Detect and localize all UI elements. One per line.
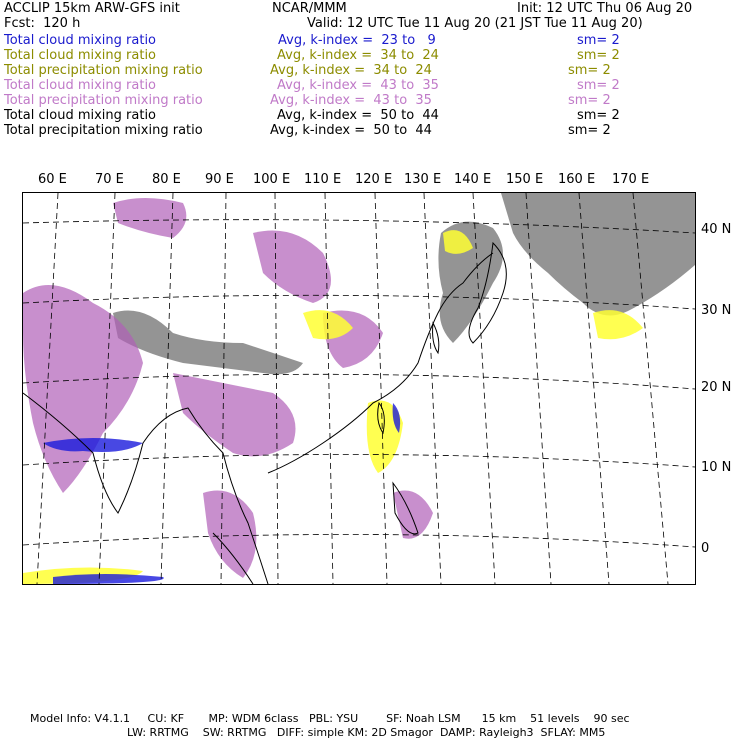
field-7-name: Total precipitation mixing ratio (4, 123, 203, 138)
field-1-name: Total cloud mixing ratio (4, 33, 157, 48)
forecast-map (22, 192, 696, 585)
field-5-sm: sm= 2 (568, 93, 611, 108)
map-canvas (23, 193, 695, 584)
cloud-field-layer (23, 193, 695, 584)
field-3-avg: Avg, k-index = 34 to 24 (270, 63, 432, 78)
lon-label: 100 E (253, 172, 291, 187)
model-info-line-1: Model Info: V4.1.1 CU: KF MP: WDM 6class PBL: YSU SF: Noah LSM 15 km 51 levels 90 sec (30, 712, 630, 725)
field-2-avg: Avg, k-index = 34 to 24 (277, 48, 439, 63)
lon-label: 80 E (152, 172, 181, 187)
lon-label: 150 E (506, 172, 544, 187)
field-6-sm: sm= 2 (577, 108, 620, 123)
lat-label: 40 N (701, 222, 732, 237)
field-6-name: Total cloud mixing ratio (4, 108, 157, 123)
field-5-avg: Avg, k-index = 43 to 35 (270, 93, 432, 108)
field-3-name: Total precipitation mixing ratio (4, 63, 203, 78)
valid-time: Valid: 12 UTC Tue 11 Aug 20 (21 JST Tue 11 Aug 20) (307, 16, 643, 31)
lon-label: 70 E (95, 172, 124, 187)
lat-label: 0 (701, 541, 710, 556)
lon-label: 60 E (38, 172, 67, 187)
lat-label: 30 N (701, 303, 732, 318)
field-7-avg: Avg, k-index = 50 to 44 (270, 123, 432, 138)
field-2-sm: sm= 2 (577, 48, 620, 63)
lon-label: 170 E (612, 172, 650, 187)
lon-label: 130 E (404, 172, 442, 187)
field-4-name: Total cloud mixing ratio (4, 78, 157, 93)
cloud-high-region (253, 231, 331, 304)
lon-label: 160 E (558, 172, 596, 187)
lat-label: 20 N (701, 380, 732, 395)
lon-label: 90 E (205, 172, 234, 187)
model-info-line-2: LW: RRTMG SW: RRTMG DIFF: simple KM: 2D Smagor DAMP: Rayleigh3 SFLAY: MM5 (127, 726, 606, 739)
cloud-high-region (203, 491, 256, 579)
field-4-avg: Avg, k-index = 43 to 35 (277, 78, 439, 93)
field-2-name: Total cloud mixing ratio (4, 48, 157, 63)
cloud-high-region (393, 491, 433, 539)
field-3-sm: sm= 2 (568, 63, 611, 78)
field-1-sm: sm= 2 (577, 33, 620, 48)
lon-label: 140 E (454, 172, 492, 187)
cloud-low-region (53, 574, 164, 584)
lon-label: 120 E (355, 172, 393, 187)
institution-label: NCAR/MMM (272, 1, 347, 16)
field-4-sm: sm= 2 (577, 78, 620, 93)
lon-label: 110 E (304, 172, 342, 187)
forecast-hour: Fcst: 120 h (4, 16, 81, 31)
field-5-name: Total precipitation mixing ratio (4, 93, 203, 108)
cloud-high-region (113, 198, 186, 238)
field-1-avg: Avg, k-index = 23 to 9 (278, 33, 436, 48)
field-6-avg: Avg, k-index = 50 to 44 (277, 108, 439, 123)
field-7-sm: sm= 2 (568, 123, 611, 138)
cloud-mid-region (593, 310, 643, 339)
init-time: Init: 12 UTC Thu 06 Aug 20 (517, 1, 693, 16)
model-title: ACCLIP 15km ARW-GFS init (4, 1, 180, 16)
lat-label: 10 N (701, 460, 732, 475)
